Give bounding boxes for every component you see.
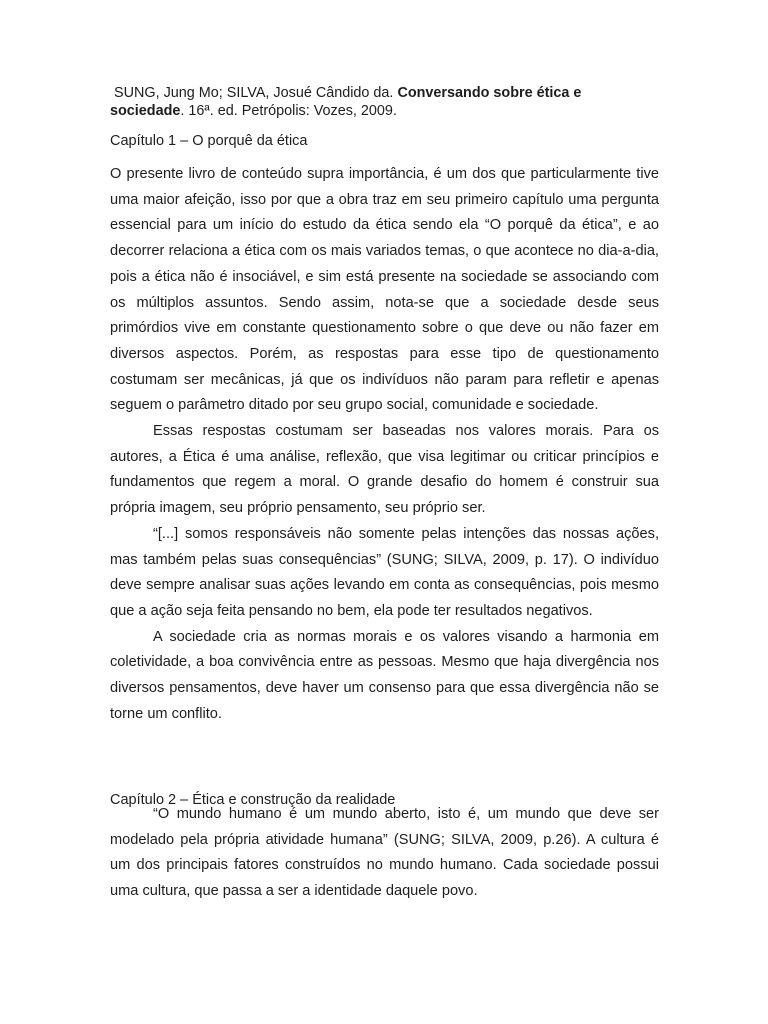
- chapter-1-heading: Capítulo 1 – O porquê da ética: [110, 133, 308, 149]
- chapter-2-paragraph-1: “O mundo humano é um mundo aberto, isto é, um mundo que deve ser modelado pela própria atividade humana” (SUNG; SILVA, 2009, p.26). A cultura é um dos principais fatores construídos no mundo humano. Cada sociedade possui uma cultura, que passa a ser a identidade daquele povo.: [110, 806, 659, 900]
- bibliographic-reference: [110, 84, 650, 120]
- reference-edition: . 16ª. ed. Petrópolis: Vozes, 2009.: [180, 103, 397, 119]
- chapter-2-heading: Capítulo 2 – Ética e construção da realidade: [110, 792, 396, 808]
- reference-authors: SUNG, Jung Mo; SILVA, Josué Cândido da.: [114, 85, 394, 101]
- chapter-1-paragraph-4: A sociedade cria as normas morais e os valores visando a harmonia em coletividade, a boa convivência entre as pessoas. Mesmo que haja divergência nos diversos pensamentos, deve haver um consenso para que essa divergência não se torne um conflito.: [110, 628, 659, 722]
- reference-title: Conversando sobre ética e sociedade: [110, 85, 582, 119]
- chapter-2-body: [110, 802, 659, 905]
- chapter-1-body: [110, 162, 659, 727]
- chapter-1-paragraph-3: “[...] somos responsáveis não somente pelas intenções das nossas ações, mas também pelas suas consequências” (SUNG; SILVA, 2009, p. 17). O indivíduo deve sempre analisar suas ações levando em conta as consequências, pois mesmo que a ação seja feita pensando no bem, ela pode ter resultados negativos.: [110, 525, 659, 619]
- chapter-1-paragraph-1: O presente livro de conteúdo supra importância, é um dos que particularmente tive uma maior afeição, isso por que a obra traz em seu primeiro capítulo uma pergunta essencial para um início do estudo da ética sendo ela “O porquê da ética”, e ao decorrer relaciona a ética com os mais variados temas, o que acontece no dia-a-dia, pois a ética não é insociável, e sim está presente na sociedade se associando com os múltiplos assuntos. Sendo assim, nota-se que a sociedade desde seus primórdios vive em constante questionamento sobre o que deve ou não fazer em diversos aspectos. Porém, as respostas para esse tipo de questionamento costumam ser mecânicas, já que os indivíduos não param para refletir e apenas seguem o parâmetro ditado por seu grupo social, comunidade e sociedade.: [110, 166, 659, 414]
- chapter-1-paragraph-2: Essas respostas costumam ser baseadas nos valores morais. Para os autores, a Ética é uma análise, reflexão, que visa legitimar ou criticar princípios e fundamentos que regem a moral. O grande desafio do homem é construir sua própria imagem, seu próprio pensamento, seu próprio ser.: [110, 423, 659, 517]
